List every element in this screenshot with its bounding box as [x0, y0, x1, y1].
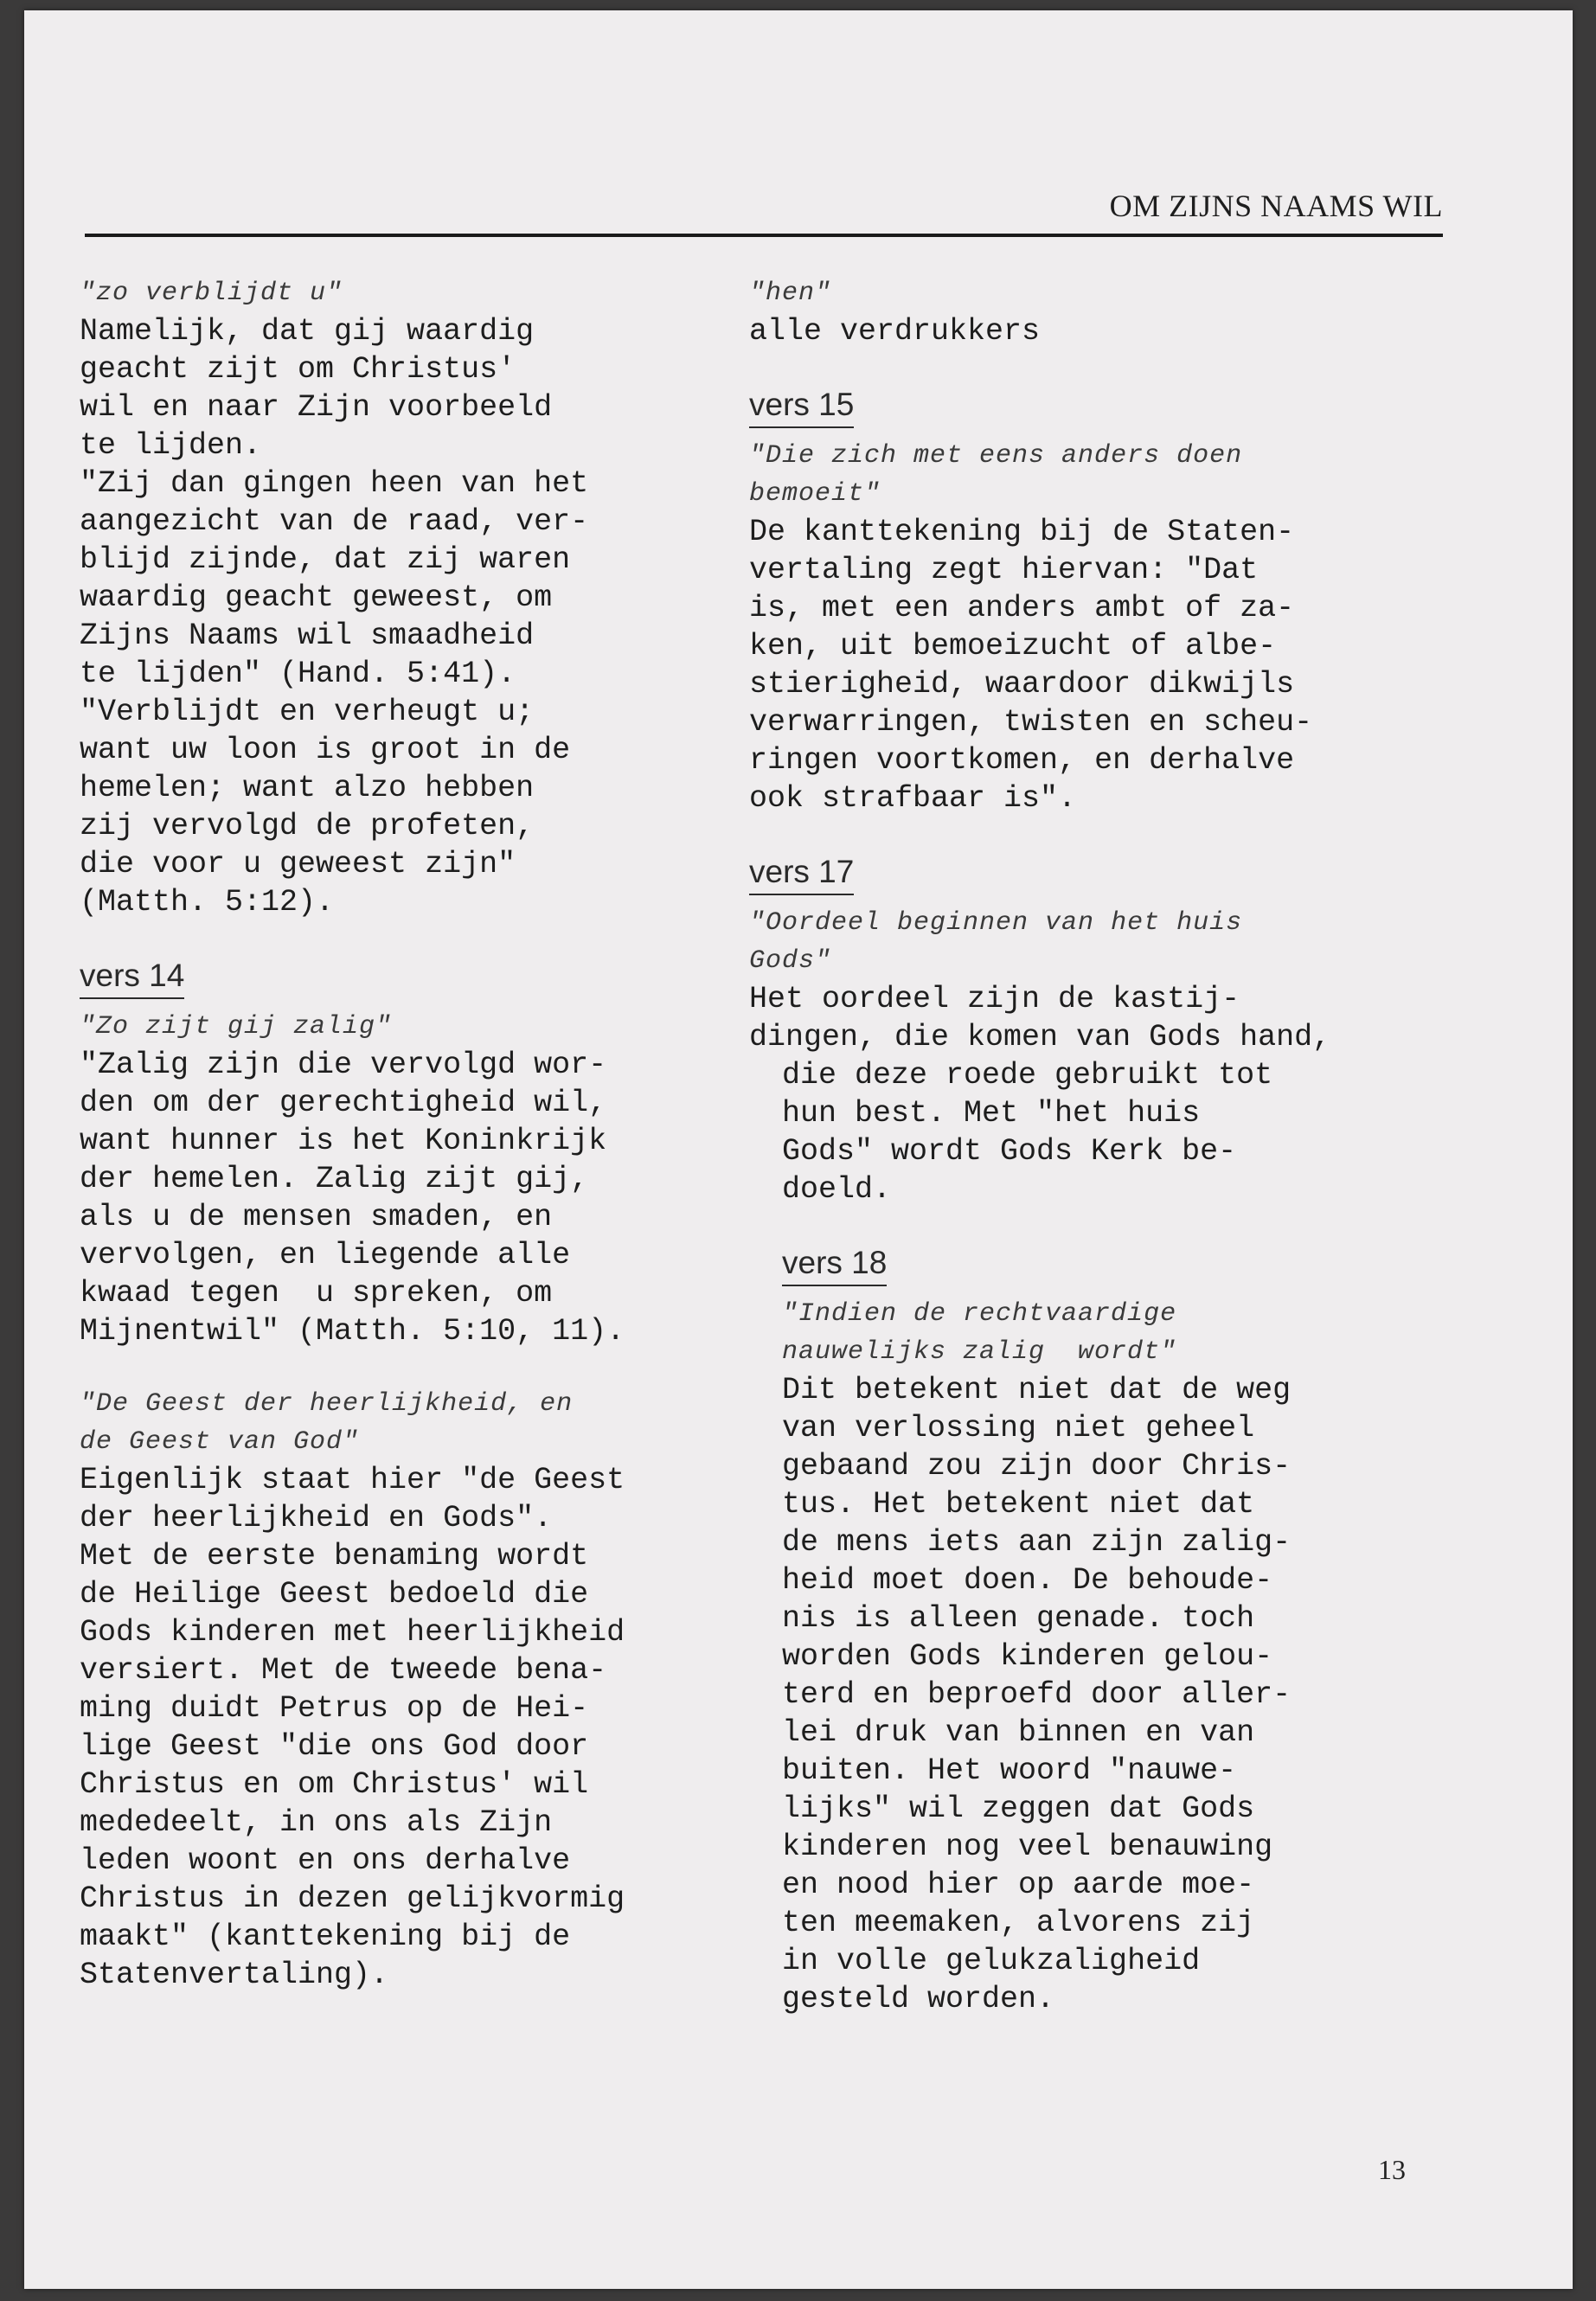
citation: "Indien de rechtvaardige nauwelijks zalig wordt": [782, 1299, 1177, 1367]
paragraph: De kanttekening bij de Staten- vertaling zegt hiervan: "Dat is, met een anders ambt of za- ken, uit bemoeizucht of albe- stierigheid, waardoor dikwijls verwarringen, twisten en scheu- ringen voortkomen, en derhalve ook strafbaar is".: [749, 515, 1313, 816]
citation: "Zo zijt gij zalig": [80, 1012, 393, 1042]
verse-heading: vers 14: [80, 956, 184, 999]
right-column: [749, 274, 1415, 2018]
paragraph: die deze roede gebruikt tot hun best. Met "het huis Gods" wordt Gods Kerk be- doeld.: [782, 1058, 1273, 1207]
paragraph: "Zalig zijn die vervolgd wor- den om der gerechtigheid wil, want hunner is het Koninkrijk der hemelen. Zalig zijt gij, als u de mensen smaden, en vervolgen, en liegende alle kwaad tegen u spreken, om Mijnentwil" (Matth. 5:10, 11).: [80, 1048, 625, 1349]
page-number: 13: [1378, 2154, 1406, 2185]
verse-heading: vers 18: [782, 1243, 887, 1286]
left-column: [80, 274, 737, 1994]
header-rule: [85, 234, 1443, 237]
running-header: OM ZIJNS NAAMS WIL: [1109, 189, 1443, 223]
page: [24, 10, 1573, 2289]
citation: "hen": [749, 279, 832, 308]
citation: "zo verblijdt u": [80, 279, 343, 308]
paragraph: Eigenlijk staat hier "de Geest der heerlijkheid en Gods". Met de eerste benaming wordt de Heilige Geest bedoeld die Gods kinderen met heerlijkheid versiert. Met de tweede bena- ming duidt Petrus op de Hei- lige Geest "die ons God door Christus en om Christus' wil mededeelt, in ons als Zijn leden woont en ons derhalve Christus in dezen gelijkvormig maakt" (kanttekening bij de Statenvertaling).: [80, 1463, 625, 1992]
verse-heading: vers 15: [749, 385, 854, 428]
paragraph: Namelijk, dat gij waardig geacht zijt om Christus' wil en naar Zijn voorbeeld te lijden. "Zij dan gingen heen van het aangezicht van de raad, ver- blijd zijnde, dat zij waren waardig geacht geweest, om Zijns Naams wil smaadheid te lijden" (Hand. 5:41). "Verblijdt en verheugt u; want uw loon is groot in de hemelen; want alzo hebben zij vervolgd de profeten, die voor u geweest zijn" (Matth. 5:12).: [80, 314, 589, 920]
citation: "De Geest der heerlijkheid, en de Geest van God": [80, 1389, 574, 1457]
paragraph: Dit betekent niet dat de weg van verlossing niet geheel gebaand zou zijn door Chris- tus. Het betekent niet dat de mens iets aan zijn zalig- heid moet doen. De behoude- nis is alleen genade. toch worden Gods kinderen gelou- terd en beproefd door aller- lei druk van binnen en van buiten. Het woord "nauwe- lijks" wil zeggen dat Gods kinderen nog veel benauwing en nood hier op aarde moe- ten meemaken, alvorens zij in volle gelukzaligheid gesteld worden.: [782, 1373, 1292, 2016]
paragraph: alle verdrukkers: [749, 314, 1041, 349]
verse-heading: vers 17: [749, 852, 854, 895]
citation: "Oordeel beginnen van het huis Gods": [749, 908, 1243, 976]
paragraph: Het oordeel zijn de kastij- dingen, die komen van Gods hand,: [749, 982, 1331, 1054]
citation: "Die zich met eens anders doen bemoeit": [749, 441, 1243, 509]
